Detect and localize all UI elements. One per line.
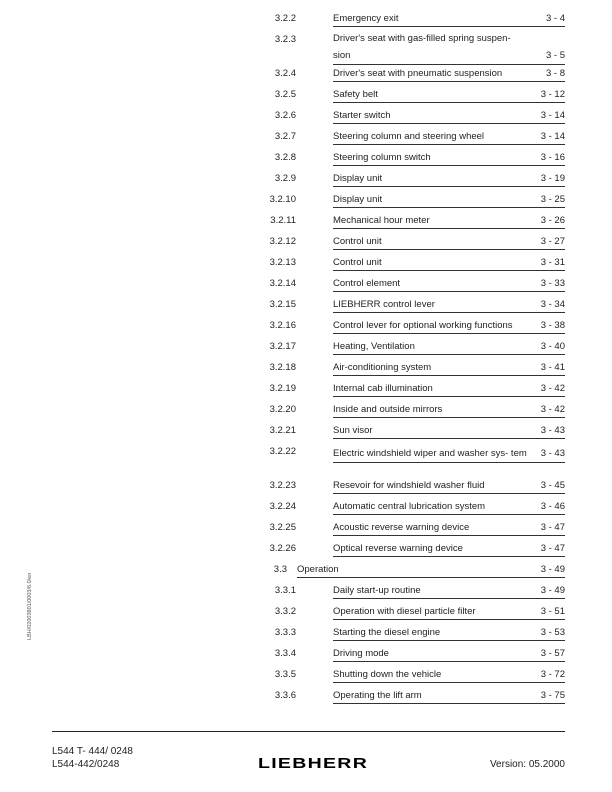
entry-title: Acoustic reverse warning device (333, 522, 470, 533)
toc-entry[interactable] (0, 33, 612, 67)
entry-title: Display unit (333, 194, 383, 205)
toc-entry[interactable] (0, 647, 612, 668)
entry-line (333, 500, 565, 515)
entry-number: 3.2.16 (269, 320, 296, 331)
entry-line (333, 319, 565, 334)
toc-entry[interactable] (0, 605, 612, 626)
entry-page: 3 - 43 (540, 425, 565, 436)
entry-number: 3.2.9 (274, 173, 296, 184)
entry-number: 3.2.12 (269, 236, 296, 247)
entry-number: 3.2.21 (269, 425, 296, 436)
entry-number: 3.2.8 (274, 152, 296, 163)
entry-page: 3 - 31 (540, 257, 565, 268)
toc-entry[interactable] (0, 584, 612, 605)
entry-title: Control lever for optional working functions (333, 320, 513, 331)
toc-entry[interactable] (0, 151, 612, 172)
toc-entry[interactable] (0, 172, 612, 193)
entry-page: 3 - 47 (540, 522, 565, 533)
entry-title: Resevoir for windshield washer fluid (333, 480, 485, 491)
entry-number: 3.2.15 (269, 299, 296, 310)
entry-title: Automatic central lubrication system (333, 501, 486, 512)
entry-title: Optical reverse warning device (333, 543, 463, 554)
entry-page: 3 - 46 (540, 501, 565, 512)
entry-line (333, 235, 565, 250)
entry-title: Starter switch (333, 110, 391, 121)
entry-line (333, 361, 565, 376)
entry-page: 3 - 49 (540, 564, 565, 575)
entry-number: 3.3.1 (274, 585, 296, 596)
entry-title: Inside and outside mirrors (333, 404, 443, 415)
entry-page: 3 - 38 (540, 320, 565, 331)
entry-number: 3.2.4 (274, 68, 296, 79)
entry-number: 3.2.2 (274, 13, 296, 24)
entry-title: Steering column and steering wheel (333, 131, 485, 142)
entry-title: Driving mode (333, 648, 389, 659)
entry-number: 3.2.7 (274, 131, 296, 142)
entry-title: Driver's seat with gas-filled spring suspen- sion (333, 33, 511, 61)
entry-page: 3 - 42 (540, 383, 565, 394)
entry-number: 3.2.3 (274, 34, 296, 45)
footer-divider (52, 731, 565, 732)
entry-line (333, 33, 565, 65)
entry-page: 3 - 12 (540, 89, 565, 100)
entry-title: Mechanical hour meter (333, 215, 430, 226)
entry-number: 3.3.2 (274, 606, 296, 617)
toc-section[interactable] (0, 563, 612, 584)
entry-page: 3 - 41 (540, 362, 565, 373)
toc-entry[interactable] (0, 235, 612, 256)
entry-page: 3 - 14 (540, 131, 565, 142)
toc-entry[interactable] (0, 500, 612, 521)
entry-number: 3.3.3 (274, 627, 296, 638)
toc-entry[interactable] (0, 298, 612, 319)
entry-number: 3.2.14 (269, 278, 296, 289)
entry-line (333, 689, 565, 704)
entry-title: Control unit (333, 257, 382, 268)
entry-line (333, 424, 565, 439)
entry-page: 3 - 4 (545, 13, 565, 24)
entry-line (333, 88, 565, 103)
toc-entry[interactable] (0, 403, 612, 424)
entry-line (333, 172, 565, 187)
entry-title: Operation (297, 564, 339, 575)
entry-title: Driver's seat with pneumatic suspension (333, 68, 503, 79)
entry-page: 3 - 33 (540, 278, 565, 289)
entry-title: LIEBHERR control lever (333, 299, 435, 310)
toc-entry[interactable] (0, 361, 612, 382)
entry-line (333, 542, 565, 557)
entry-title: Operating the lift arm (333, 690, 422, 701)
toc-entry[interactable] (0, 319, 612, 340)
toc-entry[interactable] (0, 445, 612, 479)
entry-line (333, 12, 565, 27)
entry-number: 3.2.23 (269, 480, 296, 491)
entry-number: 3.2.18 (269, 362, 296, 373)
toc-entry[interactable] (0, 88, 612, 109)
entry-title: Emergency exit (333, 13, 399, 24)
entry-number: 3.3.6 (274, 690, 296, 701)
entry-line (333, 214, 565, 229)
toc-entry[interactable] (0, 67, 612, 88)
model-line-1: L544 T- 444/ 0248 (52, 746, 133, 757)
entry-title: Heating, Ventilation (333, 341, 415, 352)
entry-title: Shutting down the vehicle (333, 669, 442, 680)
footer-models (52, 745, 133, 771)
toc-entry[interactable] (0, 214, 612, 235)
entry-page: 3 - 25 (540, 194, 565, 205)
entry-number: 3.2.20 (269, 404, 296, 415)
toc-entry[interactable] (0, 424, 612, 445)
entry-line (333, 584, 565, 599)
toc-entry[interactable] (0, 340, 612, 361)
table-of-contents (0, 12, 612, 710)
entry-title: Electric windshield wiper and washer sys- tem (333, 448, 527, 459)
entry-line (333, 130, 565, 145)
entry-line (333, 445, 565, 463)
toc-entry[interactable] (0, 130, 612, 151)
entry-line (333, 151, 565, 166)
toc-entry[interactable] (0, 542, 612, 563)
entry-number: 3.3 (273, 564, 287, 575)
entry-page: 3 - 16 (540, 152, 565, 163)
entry-line (333, 403, 565, 418)
entry-page: 3 - 27 (540, 236, 565, 247)
toc-entry[interactable] (0, 668, 612, 689)
entry-page: 3 - 40 (540, 341, 565, 352)
entry-line (333, 521, 565, 536)
entry-title: Display unit (333, 173, 383, 184)
toc-entry[interactable] (0, 109, 612, 130)
entry-title: Daily start-up routine (333, 585, 421, 596)
entry-page: 3 - 14 (540, 110, 565, 121)
entry-page: 3 - 53 (540, 627, 565, 638)
entry-line (333, 256, 565, 271)
entry-page: 3 - 45 (540, 480, 565, 491)
model-line-2: L544-442/0248 (52, 759, 120, 770)
entry-title: Safety belt (333, 89, 378, 100)
entry-number: 3.2.25 (269, 522, 296, 533)
entry-page: 3 - 34 (540, 299, 565, 310)
entry-title: Air-conditioning system (333, 362, 432, 373)
entry-line (333, 382, 565, 397)
entry-line (333, 109, 565, 124)
entry-number: 3.2.17 (269, 341, 296, 352)
entry-line (297, 563, 565, 578)
toc-entry[interactable] (0, 689, 612, 710)
entry-title: Control unit (333, 236, 382, 247)
entry-page: 3 - 5 (545, 50, 565, 61)
footer-version: Version: 05.2000 (489, 759, 565, 770)
entry-line (333, 479, 565, 494)
entry-page: 3 - 51 (540, 606, 565, 617)
entry-page: 3 - 47 (540, 543, 565, 554)
entry-title: Starting the diesel engine (333, 627, 441, 638)
entry-title: Sun visor (333, 425, 373, 436)
toc-entry[interactable] (0, 382, 612, 403)
entry-number: 3.2.22 (269, 446, 296, 457)
entry-line (333, 605, 565, 620)
entry-number: 3.2.5 (274, 89, 296, 100)
entry-page: 3 - 42 (540, 404, 565, 415)
toc-entry[interactable] (0, 256, 612, 277)
entry-line (333, 668, 565, 683)
entry-line (333, 340, 565, 355)
toc-entry[interactable] (0, 479, 612, 500)
entry-line (333, 647, 565, 662)
entry-line (333, 277, 565, 292)
entry-number: 3.3.5 (274, 669, 296, 680)
entry-number: 3.3.4 (274, 648, 296, 659)
entry-page: 3 - 43 (540, 448, 565, 459)
entry-title: Internal cab illumination (333, 383, 433, 394)
toc-entry[interactable] (0, 521, 612, 542)
toc-entry[interactable] (0, 277, 612, 298)
entry-line (333, 626, 565, 641)
entry-number: 3.2.19 (269, 383, 296, 394)
entry-line (333, 67, 565, 82)
toc-entry[interactable] (0, 193, 612, 214)
liebherr-logo: LIEBHERR (258, 755, 369, 772)
entry-page: 3 - 26 (540, 215, 565, 226)
entry-number: 3.2.10 (269, 194, 296, 205)
entry-line (333, 193, 565, 208)
entry-number: 3.2.6 (274, 110, 296, 121)
entry-number: 3.2.26 (269, 543, 296, 554)
entry-number: 3.2.11 (270, 215, 296, 226)
entry-title: Control element (333, 278, 401, 289)
document-code: LBH/02003801/0003/6.0/en (27, 572, 33, 640)
entry-page: 3 - 57 (540, 648, 565, 659)
entry-title: Steering column switch (333, 152, 431, 163)
entry-page: 3 - 8 (545, 68, 565, 79)
entry-page: 3 - 19 (540, 173, 565, 184)
entry-page: 3 - 72 (540, 669, 565, 680)
entry-number: 3.2.13 (269, 257, 296, 268)
entry-line (333, 298, 565, 313)
entry-page: 3 - 75 (540, 690, 565, 701)
entry-title: Operation with diesel particle filter (333, 606, 476, 617)
toc-entry[interactable] (0, 626, 612, 647)
entry-number: 3.2.24 (269, 501, 296, 512)
entry-page: 3 - 49 (540, 585, 565, 596)
